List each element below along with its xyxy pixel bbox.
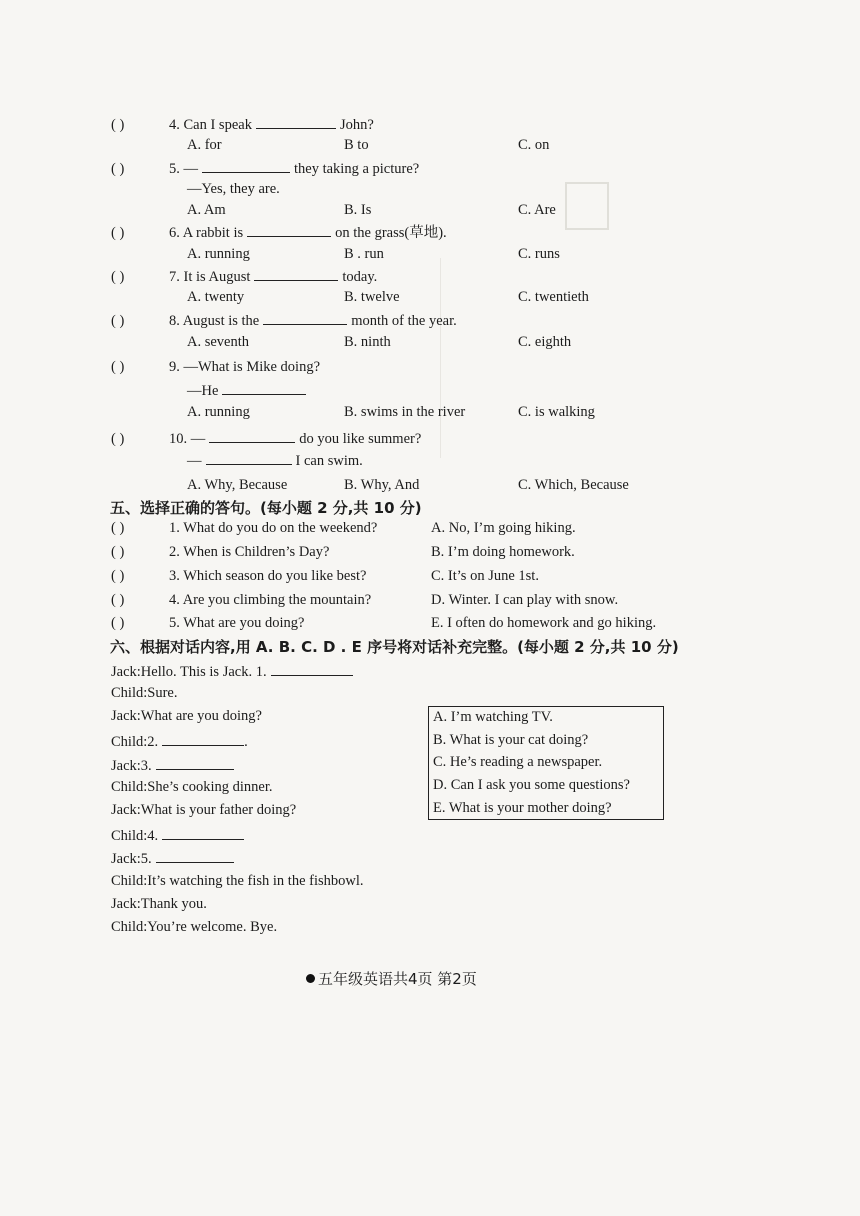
matching-question-text: 4. Are you climbing the mountain? [169,592,372,608]
dialogue-text: Child:2. [111,734,159,750]
dialogue-text: Jack:3. [111,758,152,774]
dialogue-text: Jack:What are you doing? [111,708,262,724]
question-line [111,158,419,178]
section5-heading: 五、选择正确的答句。(每小题 2 分,共 10 分) [110,499,422,517]
matching-question [111,519,377,537]
bleed-through-number-box [565,182,609,230]
option-b: B. Is [344,202,372,218]
question-line-2 [187,450,363,470]
option-b: B. swims in the river [344,404,466,420]
matching-question-text: 2. When is Children’s Day? [169,544,330,560]
question-number: 10. [169,431,188,447]
question-line [111,358,320,376]
question-stem-end: today. [342,269,378,285]
question-line [111,114,374,134]
matching-answer: E. I often do homework and go hiking. [431,615,657,631]
question-stem-end: they taking a picture? [294,161,420,177]
answer-paren[interactable]: ( ) [111,269,125,285]
matching-question-text: 5. What are you doing? [169,615,305,631]
answer-paren[interactable]: ( ) [111,615,125,631]
option-a: A. running [187,404,250,420]
answer-blank[interactable] [254,266,338,281]
answer-blank[interactable] [222,380,306,395]
bullet-icon [306,974,315,983]
dialogue-line [111,731,248,751]
dialogue-text: Child:You’re welcome. Bye. [111,919,278,935]
matching-question [111,614,304,632]
question-stem-end: month of the year. [351,313,457,329]
question-line-2 [187,180,280,198]
response-line: —He [187,383,219,399]
option-a: A. twenty [187,289,245,305]
option-c: C. twentieth [518,289,589,305]
dialogue-line [111,778,273,796]
question-number: 8. [169,313,180,329]
question-stem: —What is Mike doing? [183,359,321,375]
bleed-through-text [440,258,671,458]
answer-blank[interactable] [256,114,336,129]
option-c: C. eighth [518,334,572,350]
dialogue-text: Child:She’s cooking dinner. [111,779,273,795]
answer-paren[interactable]: ( ) [111,568,125,584]
option-c: C. on [518,137,550,153]
option-b: B. ninth [344,334,391,350]
matching-question [111,567,366,585]
dialogue-blank[interactable] [156,755,234,770]
option-a: A. Am [187,202,226,218]
matching-answer: B. I’m doing homework. [431,544,575,560]
box-option-c: C. He’s reading a newspaper. [433,754,603,770]
matching-question-text: 3. Which season do you like best? [169,568,367,584]
dialogue-blank[interactable] [271,661,353,676]
question-number: 4. [169,117,180,133]
dialogue-line [111,801,296,819]
question-line-2 [187,380,310,400]
dialogue-text: Jack:Thank you. [111,896,207,912]
dialogue-line [111,707,262,725]
dialogue-blank[interactable] [162,825,244,840]
question-line [111,428,421,448]
question-stem: August is the [182,313,260,329]
dialogue-line [111,825,244,845]
dialogue-line [111,895,207,913]
dialogue-line [111,918,277,936]
question-stem-end: John? [339,117,374,133]
answer-paren[interactable]: ( ) [111,225,125,241]
answer-blank[interactable] [206,450,292,465]
question-stem-end: do you like summer? [299,431,422,447]
answer-paren[interactable]: ( ) [111,544,125,560]
answer-paren[interactable]: ( ) [111,520,125,536]
answer-paren[interactable]: ( ) [111,359,125,375]
matching-question-text: 1. What do you do on the weekend? [169,520,378,536]
dialogue-text: Jack:Hello. This is Jack. 1. [111,664,267,680]
box-option-e: E. What is your mother doing? [433,800,612,816]
question-line [111,310,457,330]
dialogue-line [111,872,364,890]
response-line-end: I can swim. [295,453,363,469]
option-c: C. Which, Because [518,477,629,493]
matching-answer: D. Winter. I can play with snow. [431,592,619,608]
option-b: B. twelve [344,289,400,305]
question-line [111,222,447,242]
answer-blank[interactable] [202,158,290,173]
option-c: C. Are [518,202,556,218]
matching-answer: A. No, I’m going hiking. [431,520,576,536]
option-a: A. for [187,137,222,153]
question-number: 5. [169,161,180,177]
question-line [111,266,377,286]
answer-blank[interactable] [247,222,331,237]
option-b: B . run [344,246,384,262]
option-a: A. Why, Because [187,477,288,493]
dialogue-line [111,661,353,681]
answer-blank[interactable] [263,310,347,325]
dialogue-line [111,755,234,775]
answer-paren[interactable]: ( ) [111,313,125,329]
question-number: 6. [169,225,180,241]
dialogue-text-end: . [244,734,248,750]
option-b: B to [344,137,369,153]
box-option-a: A. I’m watching TV. [433,709,553,725]
dialogue-text: Child:It’s watching the fish in the fishbowl. [111,873,364,889]
matching-question [111,591,371,609]
response-line: — [187,453,202,469]
dialogue-line [111,848,234,868]
dialogue-blank[interactable] [162,731,244,746]
box-option-b: B. What is your cat doing? [433,732,589,748]
dialogue-text: Child:4. [111,828,159,844]
dialogue-blank[interactable] [156,848,234,863]
answer-options-box [428,706,664,820]
answer-blank[interactable] [209,428,295,443]
option-c: C. is walking [518,404,595,420]
response-line: —Yes, they are. [187,181,280,197]
question-stem-end: on the grass(草地). [335,225,447,241]
question-number: 7. [169,269,180,285]
answer-paren[interactable]: ( ) [111,431,125,447]
dialogue-line [111,684,177,702]
matching-answer: C. It’s on June 1st. [431,568,539,584]
question-stem: It is August [183,269,251,285]
question-stem: — [183,161,198,177]
option-b: B. Why, And [344,477,420,493]
dialogue-text: Child:Sure. [111,685,178,701]
dialogue-text: Jack:5. [111,851,152,867]
option-c: C. runs [518,246,560,262]
answer-paren[interactable]: ( ) [111,117,125,133]
page-footer [306,968,477,989]
dialogue-text: Jack:What is your father doing? [111,802,297,818]
option-a: A. running [187,246,250,262]
footer-text: 五年级英语共4页 第2页 [318,970,477,988]
answer-paren[interactable]: ( ) [111,592,125,608]
question-stem: Can I speak [183,117,252,133]
section6-heading: 六、根据对话内容,用 A. B. C. D . E 序号将对话补充完整。(每小题 2 分,共 10 分) [110,638,679,656]
option-a: A. seventh [187,334,250,350]
question-number: 9. [169,359,180,375]
box-option-d: D. Can I ask you some questions? [433,777,630,793]
question-stem: A rabbit is [182,225,244,241]
answer-paren[interactable]: ( ) [111,161,125,177]
question-stem: — [190,431,206,447]
matching-question [111,543,329,561]
